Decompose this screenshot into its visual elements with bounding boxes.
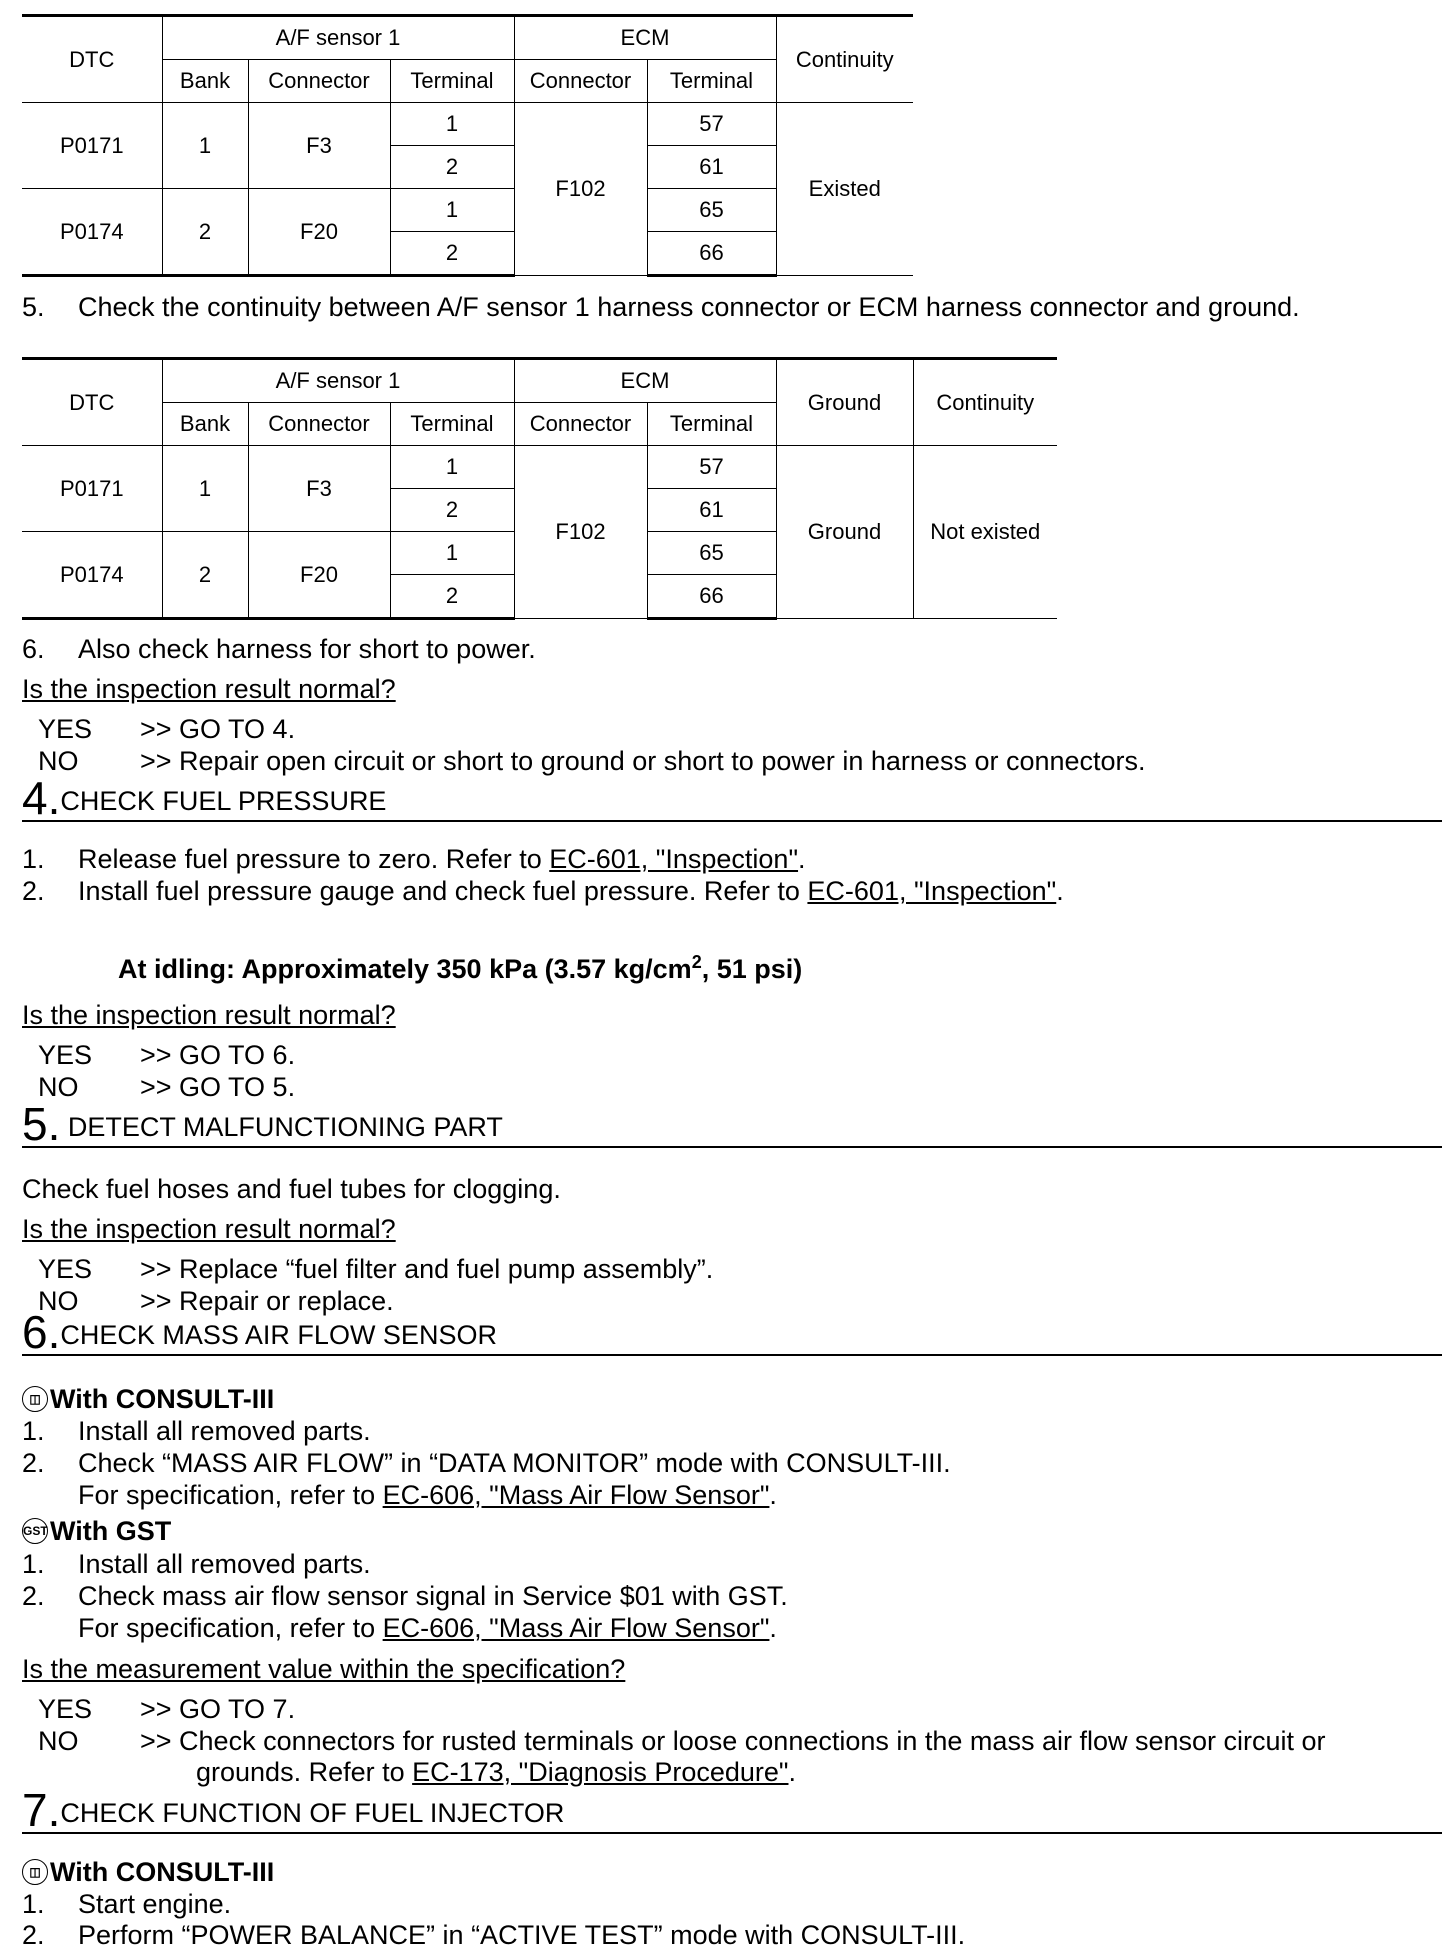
header-ecm-terminal: Terminal <box>647 60 776 103</box>
cell-ecm-terminal: 66 <box>647 575 776 619</box>
header-continuity: Continuity <box>776 16 913 103</box>
cell-ecm-connector: F102 <box>514 446 647 619</box>
reference-link[interactable]: EC-601, "Inspection" <box>549 844 799 874</box>
cell-bank: 1 <box>162 103 248 189</box>
answer-yes: YES >> GO TO 6. <box>38 1040 296 1070</box>
header-af-sensor: A/F sensor 1 <box>162 359 514 403</box>
cell-ecm-terminal: 57 <box>647 446 776 489</box>
cell-dtc: P0171 <box>22 103 162 189</box>
cell-ecm-terminal: 57 <box>647 103 776 146</box>
cell-continuity: Not existed <box>913 446 1057 619</box>
cell-terminal: 1 <box>390 103 514 146</box>
step-item: 2. Install fuel pressure gauge and check fuel pressure. Refer to EC-601, "Inspection". <box>22 876 1064 906</box>
consult-tool-icon: ◫ <box>22 1386 48 1412</box>
cell-dtc: P0174 <box>22 189 162 276</box>
header-ground: Ground <box>776 359 913 446</box>
cell-terminal: 1 <box>390 532 514 575</box>
cell-ecm-terminal: 65 <box>647 189 776 232</box>
cell-ecm-terminal: 66 <box>647 232 776 276</box>
section-heading: 5. DETECT MALFUNCTIONING PART <box>22 1102 1442 1148</box>
step-item: 1. Install all removed parts. <box>22 1416 371 1446</box>
answer-no: NO >> Repair open circuit or short to ground or short to power in harness or connectors. <box>38 746 1146 776</box>
consult-subheading: ◫ With CONSULT-III <box>22 1857 274 1888</box>
cell-ecm-terminal: 61 <box>647 146 776 189</box>
header-connector: Connector <box>248 60 390 103</box>
cell-bank: 1 <box>162 446 248 532</box>
continuity-table-2 <box>22 357 1057 620</box>
question: Is the inspection result normal? <box>22 1000 396 1030</box>
cell-ground: Ground <box>776 446 913 619</box>
cell-dtc: P0171 <box>22 446 162 532</box>
answer-no: NO >> Repair or replace. <box>38 1286 394 1316</box>
specification-value: At idling: Approximately 350 kPa (3.57 $kg/cm^2$, 51 psi) <box>118 952 803 984</box>
cell-connector: F20 <box>248 189 390 276</box>
table-row <box>22 446 1057 489</box>
answer-yes: YES >> GO TO 4. <box>38 714 296 744</box>
step-6: 6. Also check harness for short to power. <box>22 634 536 664</box>
cell-ecm-terminal: 65 <box>647 532 776 575</box>
cell-bank: 2 <box>162 532 248 619</box>
step-item: 1. Start engine. <box>22 1889 232 1919</box>
header-continuity: Continuity <box>913 359 1057 446</box>
question: Is the inspection result normal? <box>22 674 396 704</box>
section-heading: 6.CHECK MASS AIR FLOW SENSOR <box>22 1310 1442 1356</box>
header-af-sensor: A/F sensor 1 <box>162 16 514 60</box>
cell-connector: F3 <box>248 446 390 532</box>
cell-bank: 2 <box>162 189 248 276</box>
cell-dtc: P0174 <box>22 532 162 619</box>
step-item: 2. Check mass air flow sensor signal in Service $01 with GST. <box>22 1581 788 1611</box>
step-item: 2. Check “MASS AIR FLOW” in “DATA MONITOR” mode with CONSULT-III. <box>22 1448 951 1478</box>
cell-connector: F3 <box>248 103 390 189</box>
continuity-table-1 <box>22 14 913 277</box>
header-ecm-connector: Connector <box>514 403 647 446</box>
table-row <box>22 103 913 146</box>
step-text: Check fuel hoses and fuel tubes for clogging. <box>22 1174 561 1204</box>
cell-terminal: 2 <box>390 575 514 619</box>
header-dtc: DTC <box>22 16 162 103</box>
reference-link[interactable]: EC-601, "Inspection" <box>807 876 1057 906</box>
header-dtc: DTC <box>22 359 162 446</box>
reference-link[interactable]: EC-173, "Diagnosis Procedure" <box>412 1757 789 1787</box>
cell-connector: F20 <box>248 532 390 619</box>
consult-tool-icon: ◫ <box>22 1859 48 1885</box>
answer-yes: YES >> GO TO 7. <box>38 1694 296 1724</box>
cell-ecm-connector: F102 <box>514 103 647 276</box>
step-5: 5. Check the continuity between A/F sensor 1 harness connector or ECM harness connector and ground. <box>22 292 1300 322</box>
cell-continuity: Existed <box>776 103 913 276</box>
step-item-cont: For specification, refer to EC-606, "Mass Air Flow Sensor". <box>78 1613 777 1643</box>
reference-link[interactable]: EC-606, "Mass Air Flow Sensor" <box>382 1613 770 1643</box>
section-heading: 4.CHECK FUEL PRESSURE <box>22 776 1442 822</box>
header-terminal: Terminal <box>390 60 514 103</box>
gst-tool-icon: GST <box>22 1518 48 1544</box>
question: Is the measurement value within the specification? <box>22 1654 626 1684</box>
step-item: 1. Release fuel pressure to zero. Refer to EC-601, "Inspection". <box>22 844 806 874</box>
question: Is the inspection result normal? <box>22 1214 396 1244</box>
cell-terminal: 2 <box>390 232 514 276</box>
section-heading: 7.CHECK FUNCTION OF FUEL INJECTOR <box>22 1788 1442 1834</box>
step-item-cont: For specification, refer to EC-606, "Mass Air Flow Sensor". <box>78 1480 777 1510</box>
cell-terminal: 1 <box>390 446 514 489</box>
step-item: 1. Install all removed parts. <box>22 1549 371 1579</box>
step-item: 2. Perform “POWER BALANCE” in “ACTIVE TEST” mode with CONSULT-III. <box>22 1920 966 1950</box>
header-ecm-connector: Connector <box>514 60 647 103</box>
header-connector: Connector <box>248 403 390 446</box>
header-ecm-terminal: Terminal <box>647 403 776 446</box>
cell-terminal: 2 <box>390 146 514 189</box>
cell-terminal: 2 <box>390 489 514 532</box>
header-bank: Bank <box>162 60 248 103</box>
answer-no: NO >> Check connectors for rusted terminals or loose connections in the mass air flow sensor circuit or grounds. Refer to EC-173, "Diagnosis Procedure". <box>38 1726 1326 1787</box>
answer-no: NO >> GO TO 5. <box>38 1072 296 1102</box>
gst-subheading: GSTWith GST <box>23 1516 172 1546</box>
answer-yes: YES >> Replace “fuel filter and fuel pump assembly”. <box>38 1254 714 1284</box>
header-terminal: Terminal <box>390 403 514 446</box>
header-ecm: ECM <box>514 16 776 60</box>
header-bank: Bank <box>162 403 248 446</box>
consult-subheading: ◫ With CONSULT-III <box>22 1384 274 1415</box>
header-ecm: ECM <box>514 359 776 403</box>
cell-terminal: 1 <box>390 189 514 232</box>
reference-link[interactable]: EC-606, "Mass Air Flow Sensor" <box>382 1480 770 1510</box>
cell-ecm-terminal: 61 <box>647 489 776 532</box>
